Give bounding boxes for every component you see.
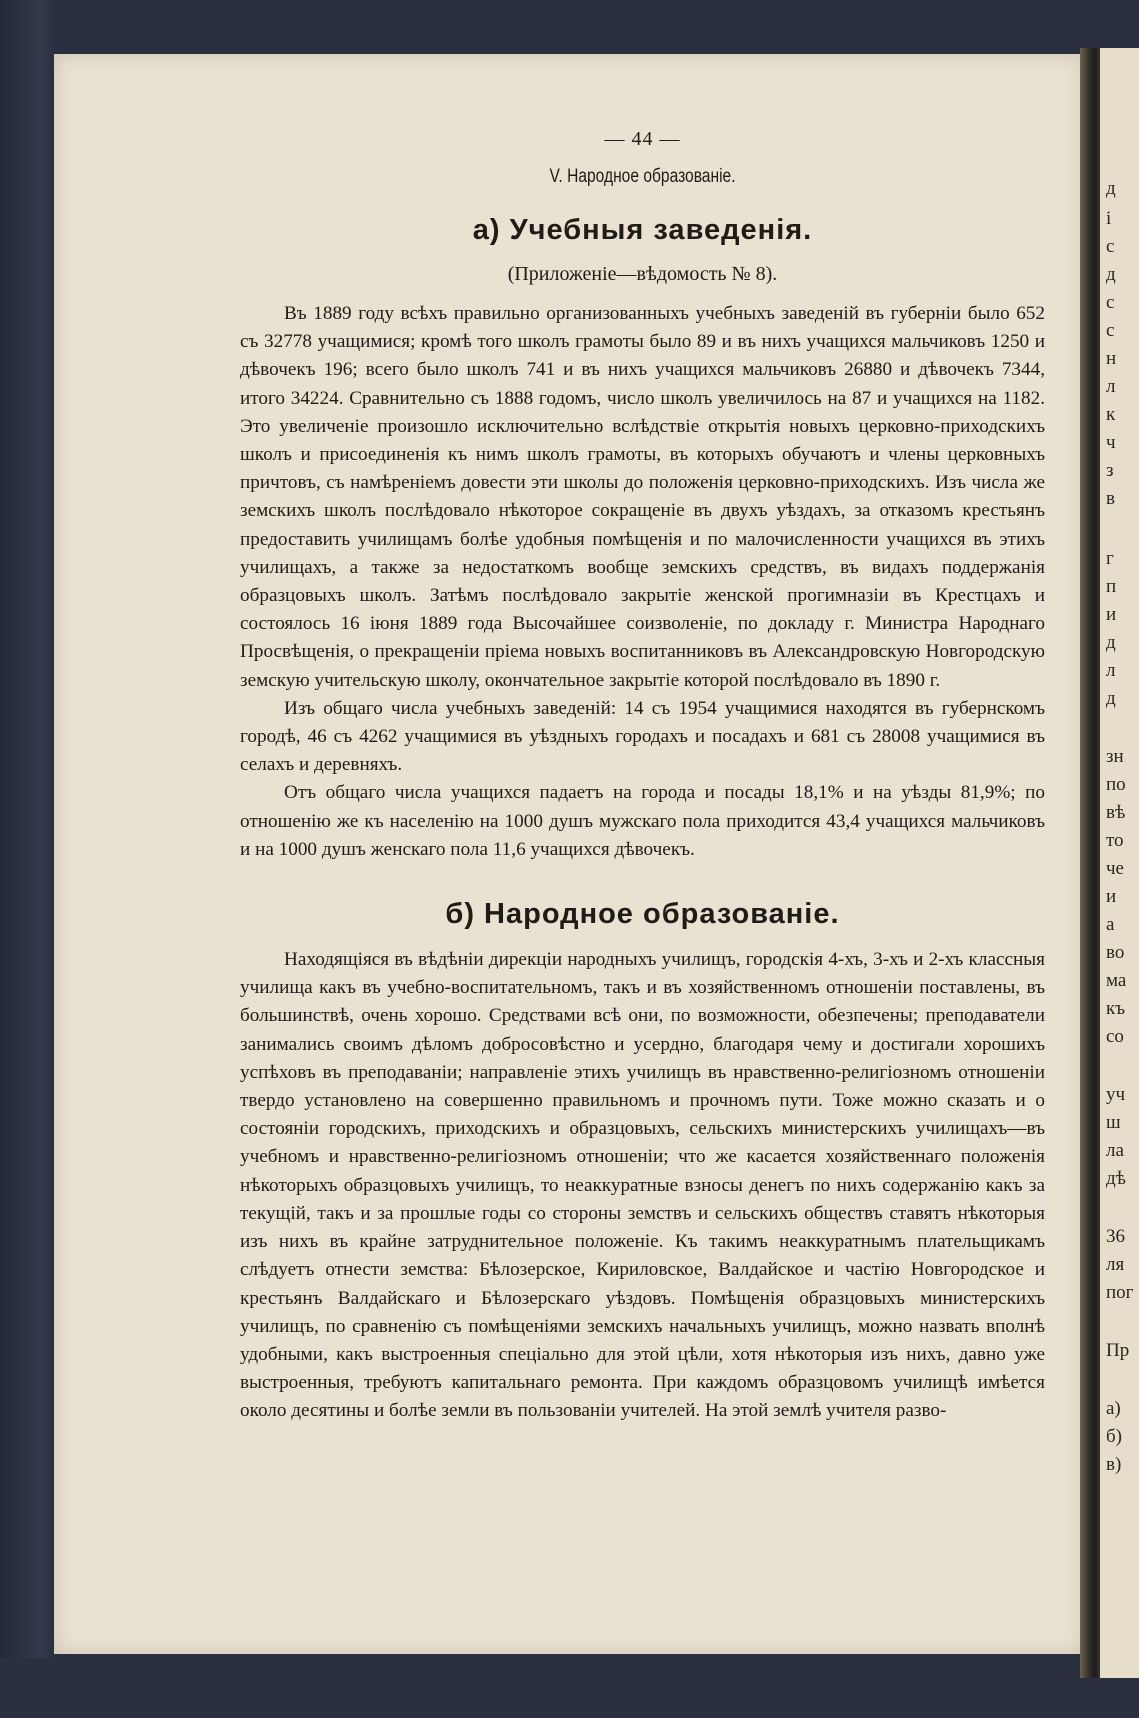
page-number: — 44 — [604, 128, 681, 150]
edge-text: к [1106, 404, 1116, 425]
edge-text: с [1106, 292, 1115, 313]
edge-text: 36 [1106, 1226, 1125, 1247]
edge-text: то [1106, 830, 1124, 851]
edge-text: в) [1106, 1454, 1122, 1475]
edge-text: ш [1106, 1112, 1121, 1133]
edge-text: ч [1106, 432, 1116, 453]
next-page-edge [1100, 48, 1139, 1678]
edge-text: дѣ [1106, 1168, 1126, 1189]
edge-text: д [1106, 264, 1116, 285]
edge-text: л [1106, 376, 1116, 397]
scan-background-top [0, 0, 1139, 56]
edge-text: з [1106, 460, 1114, 481]
appendix-note: (Приложеніе—вѣдомость № 8). [507, 263, 778, 285]
paragraph: Отъ общаго числа учащихся падаетъ на города и посады 18,1% и на уѣзды 81,9%; по отношенію же къ населенію на 1000 душъ мужскаго пола приходится 43,4 учащихся мальчиковъ и на 1000 душъ женскаго пола 11,6 учащихся дѣвочекъ. [240, 782, 1045, 860]
edge-text: г [1106, 548, 1114, 569]
edge-text: і [1106, 208, 1112, 229]
edge-text: зн [1106, 746, 1124, 767]
scan-background-left [0, 0, 56, 1718]
edge-text: и [1106, 886, 1117, 907]
edge-text: с [1106, 236, 1115, 257]
edge-text: че [1106, 858, 1124, 879]
subsection-heading-a: а) Учебныя заведенія. [472, 214, 813, 246]
scan-background-bottom [0, 1658, 1139, 1718]
edge-text: со [1106, 1026, 1124, 1047]
edge-text: в [1106, 488, 1115, 509]
edge-text: и [1106, 604, 1117, 625]
edge-text: л [1106, 660, 1116, 681]
edge-text: п [1106, 576, 1117, 597]
page-content [240, 118, 1045, 1426]
edge-text: ля [1106, 1254, 1125, 1275]
edge-text: д [1106, 178, 1116, 199]
edge-text: къ [1106, 998, 1126, 1019]
edge-text: ла [1106, 1140, 1124, 1161]
edge-text: по [1106, 774, 1126, 795]
edge-text: вѣ [1106, 802, 1126, 823]
edge-text: а) [1106, 1398, 1121, 1419]
paragraph: Въ 1889 году всѣхъ правильно организованныхъ учебныхъ заведеній въ губерніи было 652 съ 32778 учащимися; кромѣ того школъ грамоты было 89 и въ нихъ учащихся мальчиковъ 1250 и дѣвочекъ 196; всего было школъ 741 и въ нихъ учащихся мальчиковъ 26880 и дѣвочекъ 7344, итого 34224. Сравнительно съ 1888 годомъ, число школъ увеличилось на 87 и учащихся на 1182. Это увеличеніе произошло исключительно вслѣдствіе открытія новыхъ церковно-приходскихъ школъ и присоединенія къ нимъ школъ грамоты, въ которыхъ обучаютъ и члены церковныхъ причтовъ, съ намѣреніемъ довести эти школы до положенія церковно-приходскихъ. Изъ числа же земскихъ школъ послѣдовало нѣкоторое сокращеніе въ двухъ уѣздахъ, за отказомъ крестьянъ предоставить училищамъ болѣе удобныя помѣщенія и по малочисленности учащихся въ этихъ училищахъ, а также за недостаткомъ вообще земскихъ средствъ, въ видахъ поддержанія образцовыхъ школъ. Затѣмъ послѣдовало закрытіе женской прогимназіи въ Крестцахъ и состоялось 16 іюня 1889 года Высочайшее соизволеніе, по докладу г. Министра Народнаго Просвѣщенія, о прекращеніи пріема новыхъ воспитанниковъ въ Александровскую Новгородскую земскую учительскую школу, окончательное закрытіе которой послѣдовало въ 1890 г. [240, 303, 1045, 691]
edge-text: во [1106, 942, 1125, 963]
edge-text: с [1106, 320, 1115, 341]
edge-text: уч [1106, 1084, 1126, 1105]
edge-text: б) [1106, 1426, 1122, 1447]
edge-text: ма [1106, 970, 1127, 991]
edge-text: пог [1106, 1282, 1134, 1303]
edge-text: Пр [1106, 1340, 1130, 1361]
edge-text: а [1106, 914, 1115, 935]
edge-text: н [1106, 348, 1117, 369]
edge-text: д [1106, 688, 1116, 709]
section-heading: V. Народное образованіе. [549, 166, 736, 187]
edge-text: д [1106, 632, 1116, 653]
paragraph: Изъ общаго числа учебныхъ заведеній: 14 съ 1954 учащимися находятся въ губернскомъ городѣ, 46 съ 4262 учащимися въ уѣздныхъ городахъ и посадахъ и 681 съ 28008 учащимися въ селахъ и деревняхъ. [240, 697, 1045, 776]
subsection-heading-b: б) Народное образованіе. [445, 898, 840, 931]
paragraph: Находящіяся въ вѣдѣніи дирекціи народныхъ училищъ, городскія 4-хъ, 3-хъ и 2-хъ классныя училища какъ въ учебно-воспитательномъ, такъ и въ хозяйственномъ отношеніи поставлены, въ большинствѣ, очень хорошо. Средствами всѣ они, по возможности, обезпечены; преподаватели занимались своимъ дѣломъ добросовѣстно и усердно, благодаря чему и достигали хорошихъ успѣховъ въ преподаваніи; направленіе этихъ училищъ въ нравственно-религіозномъ отношеніи твердо установлено на совершенно правильномъ и прочномъ пути. Тоже можно сказать и о состояніи городскихъ, приходскихъ и образцовыхъ, сельскихъ министерскихъ училищахъ—въ учебномъ и нравственно-религіозномъ отношеніи; что же касается хозяйственнаго положенія нѣкоторыхъ образцовыхъ училищъ, то неаккуратные взносы денегъ по нихъ содержанію какъ за текущій, такъ и за прошлые годы со стороны земствъ и сельскихъ обществъ ставятъ нѣкоторыя изъ нихъ въ крайне затруднительное положеніе. Къ такимъ неаккуратнымъ плательщикамъ слѣдуетъ отнести земства: Бѣлозерское, Кириловское, Валдайское и частію Новгородское и крестьянъ Валдайскаго и Бѣлозерскаго уѣздовъ. Помѣщенія образцовыхъ министерскихъ училищъ, по сравненію съ помѣщеніями земскихъ начальныхъ училищъ, можно назвать вполнѣ удобными, какъ выстроенныя спеціально для этой цѣли, хотя нѣкоторыя изъ нихъ, давно уже выстроенныя, требуютъ капитальнаго ремонта. При каждомъ образцовомъ училищѣ имѣется около десятины и болѣе земли въ пользованіи учителей. На этой землѣ учителя разво- [240, 949, 1045, 1422]
